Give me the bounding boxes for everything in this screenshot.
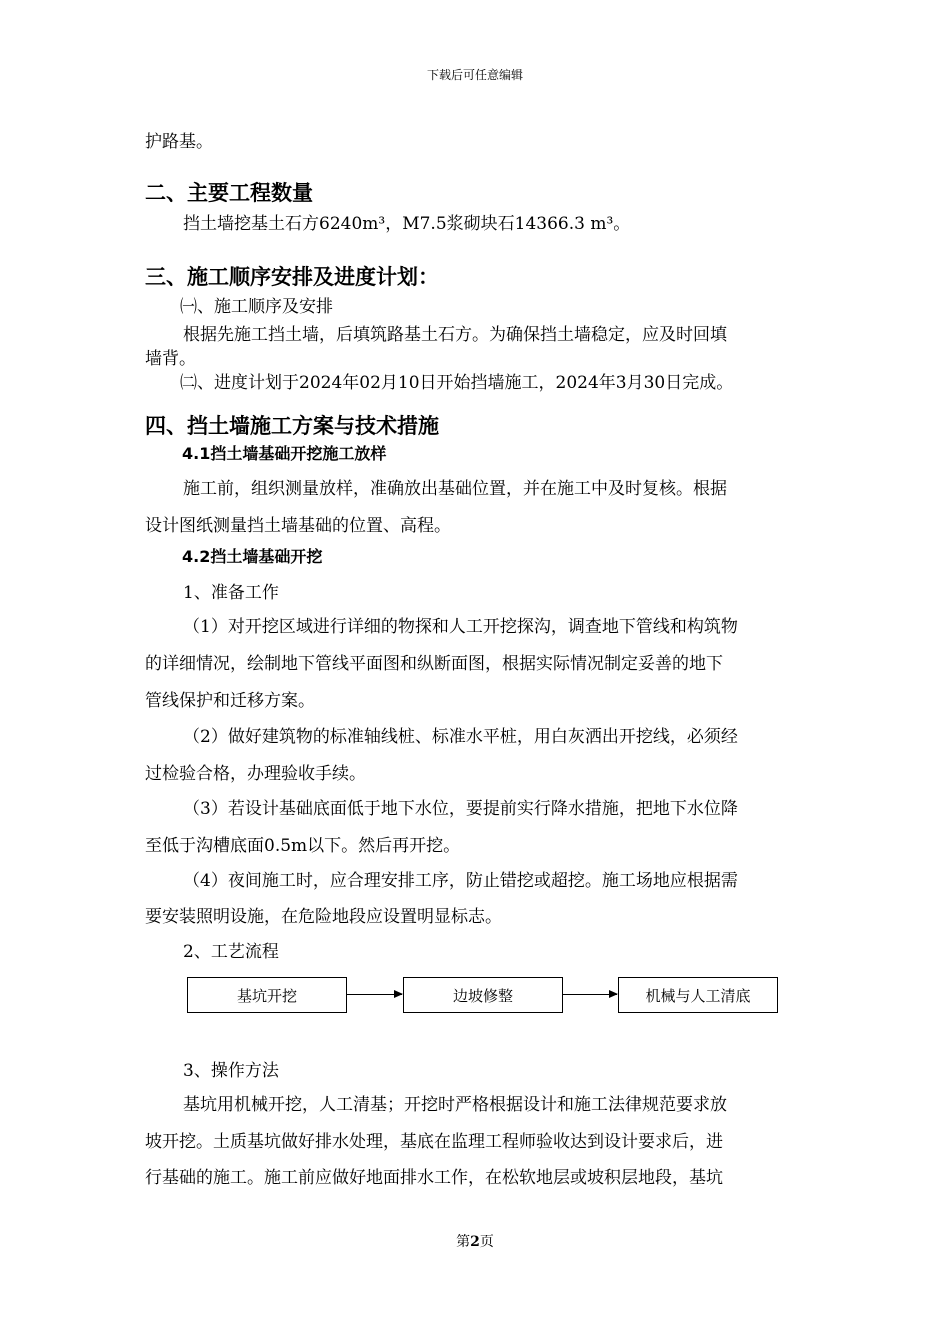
- flow-arrow: [347, 994, 402, 995]
- flow-arrow: [563, 994, 617, 995]
- section-4-1-heading: 4.1挡土墙基础开挖施工放样: [182, 444, 387, 463]
- paragraph-line: 管线保护和迁移方案。: [145, 691, 315, 711]
- flow-box-slope-trim: 边坡修整: [403, 977, 563, 1013]
- paragraph-line: 至低于沟槽底面0.5m以下。然后再开挖。: [145, 836, 461, 856]
- continuation-line: 护路基。: [145, 132, 213, 152]
- paragraph-line: 的详细情况，绘制地下管线平面图和纵断面图，根据实际情况制定妥善的地下: [145, 654, 723, 674]
- section-4-2-heading: 4.2挡土墙基础开挖: [182, 547, 323, 566]
- section-4-1-line: 施工前，组织测量放样，准确放出基础位置，并在施工中及时复核。根据: [183, 479, 727, 499]
- section-3-para-line: 墙背。: [145, 349, 196, 369]
- item-3-heading: 3、操作方法: [183, 1061, 279, 1081]
- paragraph-line: （3）若设计基础底面低于地下水位，要提前实行降水措施，把地下水位降: [183, 799, 738, 819]
- section-3-sub1: ㈠、施工顺序及安排: [180, 297, 333, 317]
- page-footer: [0, 1231, 950, 1251]
- flow-box-excavation: 基坑开挖: [187, 977, 347, 1013]
- paragraph-line: 基坑用机械开挖，人工清基；开挖时严格根据设计和施工法律规范要求放: [183, 1095, 727, 1115]
- paragraph-line: 坡开挖。土质基坑做好排水处理，基底在监理工程师验收达到设计要求后，进: [145, 1132, 723, 1152]
- item-1-heading: 1、准备工作: [183, 583, 279, 603]
- paragraph-line: 过检验合格，办理验收手续。: [145, 764, 366, 784]
- paragraph-line: （4）夜间施工时，应合理安排工序，防止错挖或超挖。施工场地应根据需: [183, 871, 738, 891]
- paragraph-line: 行基础的施工。施工前应做好地面排水工作，在松软地层或坡积层地段，基坑: [145, 1168, 723, 1188]
- paragraph-line: （2）做好建筑物的标准轴线桩、标准水平桩，用白灰洒出开挖线，必须经: [183, 727, 738, 747]
- flow-box-bottom-clean: 机械与人工清底: [618, 977, 778, 1013]
- section-2-quantity: 挡土墙挖基土石方6240m³，M7.5浆砌块石14366.3 m³。: [183, 214, 631, 234]
- page-header: 下载后可任意编辑: [426, 68, 523, 82]
- footer-prefix: 第: [456, 1234, 471, 1250]
- item-2-heading: 2、工艺流程: [183, 942, 279, 962]
- section-2-heading: 二、主要工程数量: [145, 181, 313, 205]
- section-4-1-line: 设计图纸测量挡土墙基础的位置、高程。: [145, 516, 451, 536]
- section-3-para-line: 根据先施工挡土墙，后填筑路基土石方。为确保挡土墙稳定，应及时回填: [183, 325, 727, 345]
- paragraph-line: 要安装照明设施，在危险地段应设置明显标志。: [145, 907, 502, 927]
- section-4-heading: 四、挡土墙施工方案与技术措施: [145, 414, 439, 438]
- section-3-heading: 三、施工顺序安排及进度计划：: [145, 265, 439, 289]
- page-number: 2: [470, 1234, 480, 1250]
- section-3-sub2: ㈡、进度计划于2024年02月10日开始挡墙施工，2024年3月30日完成。: [180, 373, 734, 393]
- paragraph-line: （1）对开挖区域进行详细的物探和人工开挖探沟，调查地下管线和构筑物: [183, 617, 738, 637]
- footer-suffix: 页: [479, 1234, 494, 1250]
